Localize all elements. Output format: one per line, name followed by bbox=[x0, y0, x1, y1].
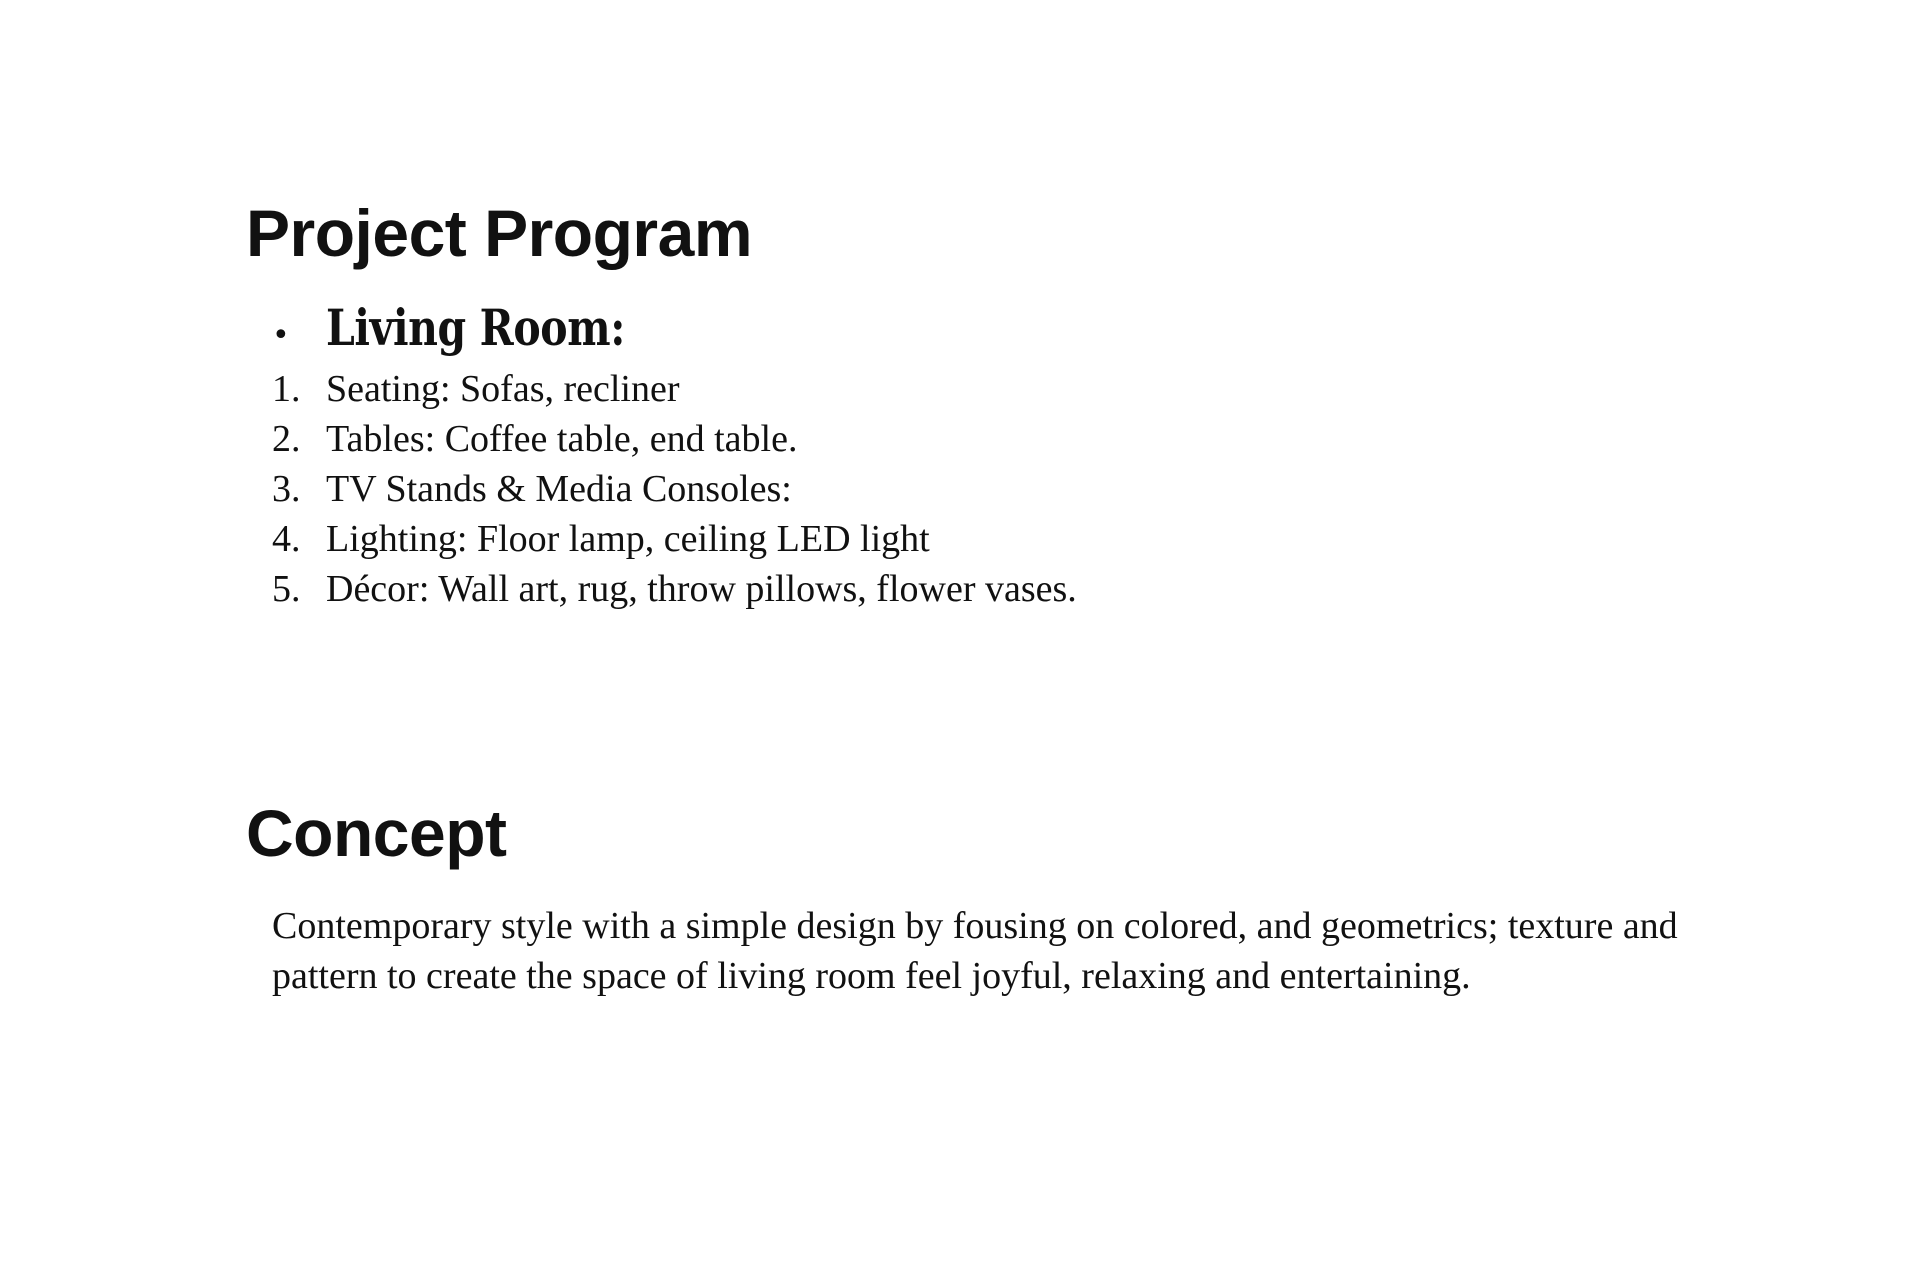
list-item-number: 3. bbox=[272, 468, 301, 510]
program-item-list bbox=[272, 364, 1077, 614]
list-item-text: Tables: Coffee table, end table. bbox=[326, 418, 798, 460]
project-program-heading: Project Program bbox=[246, 196, 752, 270]
list-item-number: 5. bbox=[272, 568, 301, 610]
list-item-text: TV Stands & Media Consoles: bbox=[326, 468, 792, 510]
living-room-bullet bbox=[272, 300, 691, 355]
living-room-label: Living Room: bbox=[326, 298, 625, 357]
list-item bbox=[272, 514, 1077, 564]
list-item-text: Lighting: Floor lamp, ceiling LED light bbox=[326, 518, 930, 560]
list-item bbox=[272, 364, 1077, 414]
list-item bbox=[272, 564, 1077, 614]
list-item-text: Seating: Sofas, recliner bbox=[326, 368, 680, 410]
list-item bbox=[272, 464, 1077, 514]
concept-paragraph: Contemporary style with a simple design by fousing on colored, and geometrics; texture and pattern to create the space of living room feel joyful, relaxing and entertaining. bbox=[272, 905, 1678, 997]
list-item-number: 1. bbox=[272, 368, 301, 410]
list-item-text: Décor: Wall art, rug, throw pillows, flower vases. bbox=[326, 568, 1077, 610]
concept-heading: Concept bbox=[246, 796, 507, 870]
bullet-dot-icon: • bbox=[272, 318, 290, 353]
list-item bbox=[272, 414, 1077, 464]
list-item-number: 4. bbox=[272, 518, 301, 560]
list-item-number: 2. bbox=[272, 418, 301, 460]
